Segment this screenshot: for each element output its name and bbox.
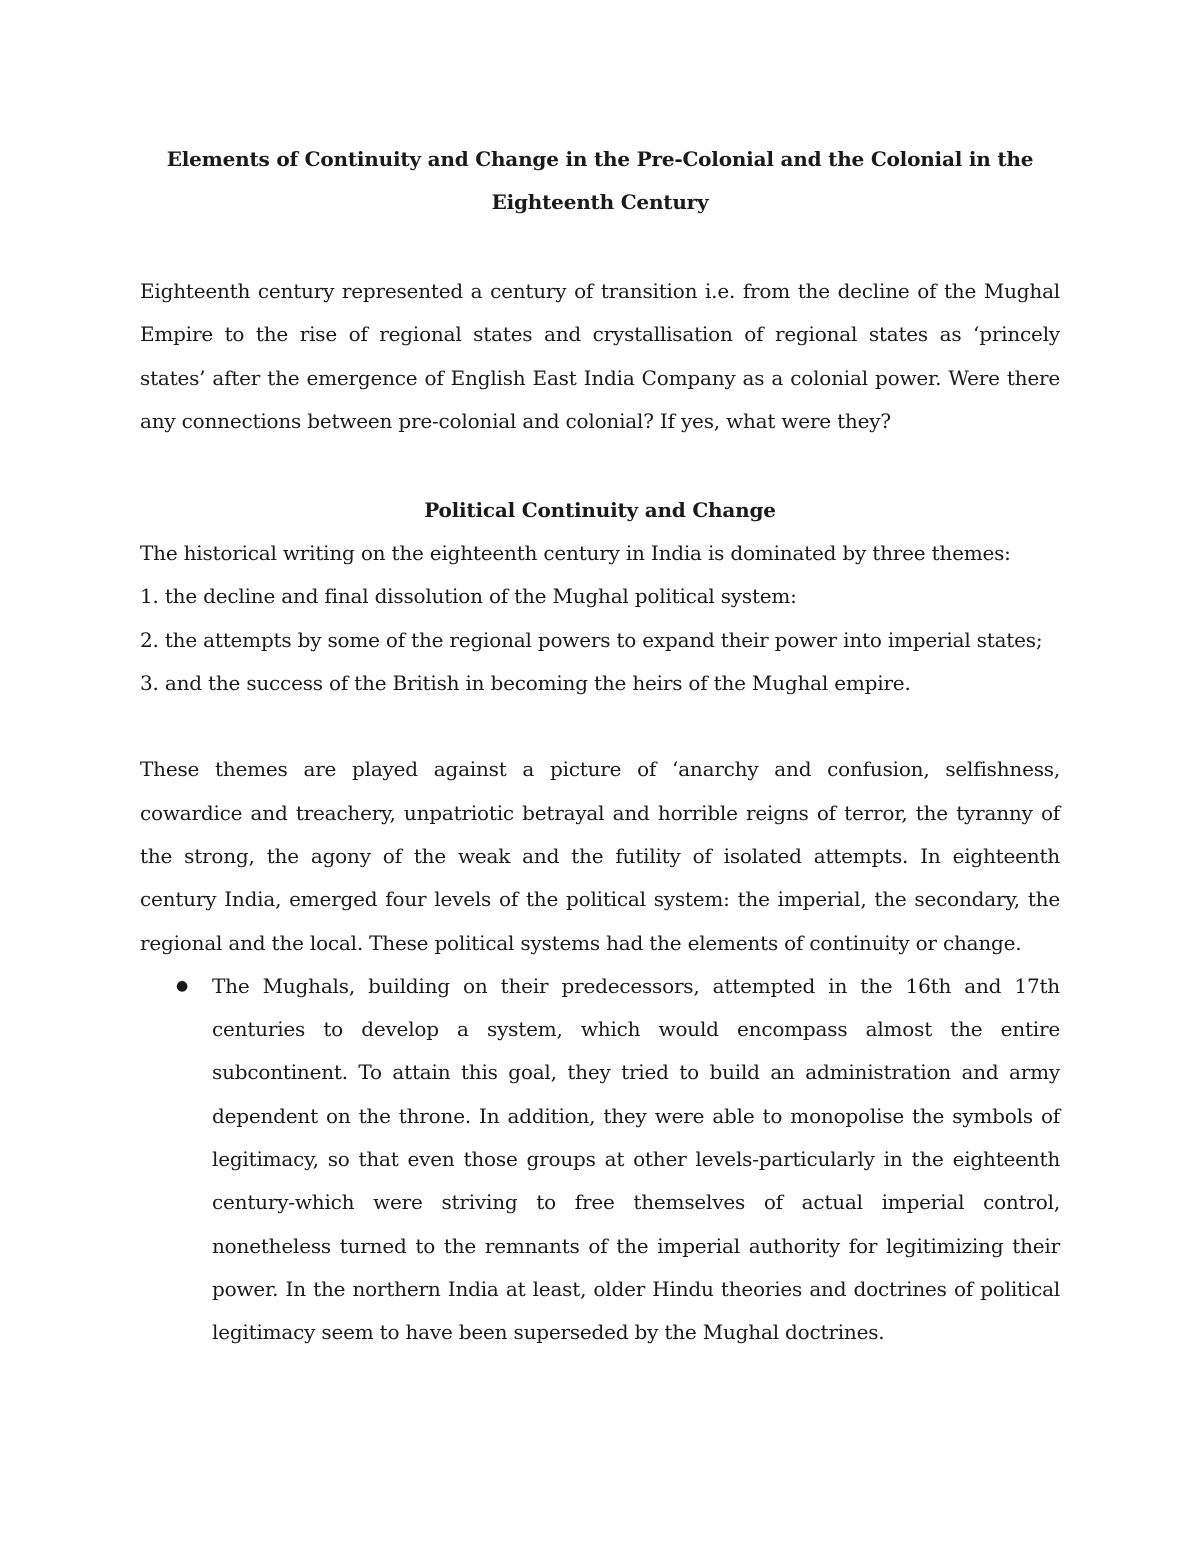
bullet-icon: ●	[176, 977, 189, 994]
document-title: Elements of Continuity and Change in the Pre-Colonial and the Colonial in the Eighteenth Century	[166, 147, 1034, 214]
list-item	[176, 965, 1060, 1355]
themes-list	[140, 575, 1060, 705]
bullet-text: The Mughals, building on their predecessors, attempted in the 16th and 17th centuries to develop a system, which would encompass almost the entire subcontinent. To attain this goal, they tried to build an administration and army dependent on the throne. In addition, they were able to monopolise the symbols of legitimacy, so that even those groups at other levels-particularly in the eighteenth century-which were striving to free themselves of actual imperial control, nonetheless turned to the remnants of the imperial authority for legitimizing their power. In the northern India at least, older Hindu theories and doctrines of political legitimacy seem to have been superseded by the Mughal doctrines.	[212, 973, 1060, 1345]
list-item: 2. the attempts by some of the regional powers to expand their power into imperial states;	[140, 627, 1043, 652]
list-item: 1. the decline and final dissolution of the Mughal political system:	[140, 584, 797, 609]
list-item: 3. and the success of the British in becoming the heirs of the Mughal empire.	[140, 671, 911, 696]
bullet-list	[140, 965, 1060, 1355]
section-lead: The historical writing on the eighteenth century in India is dominated by three themes:	[140, 541, 1011, 566]
document-page	[140, 138, 1060, 1355]
intro-paragraph: Eighteenth century represented a century of transition i.e. from the decline of the Mughal Empire to the rise of regional states and crystallisation of regional states as ‘princely states’ after the emergence of English East India Company as a colonial power. Were there any connections between pre-colonial and colonial? If yes, what were they?	[140, 279, 1060, 433]
themes-paragraph: These themes are played against a picture of ‘anarchy and confusion, selfishness, cowardice and treachery, unpatriotic betrayal and horrible reigns of terror, the tyranny of the strong, the agony of the weak and the futility of isolated attempts. In eighteenth century India, emerged four levels of the political system: the imperial, the secondary, the regional and the local. These political systems had the elements of continuity or change.	[140, 757, 1060, 955]
section-heading: Political Continuity and Change	[424, 498, 776, 523]
